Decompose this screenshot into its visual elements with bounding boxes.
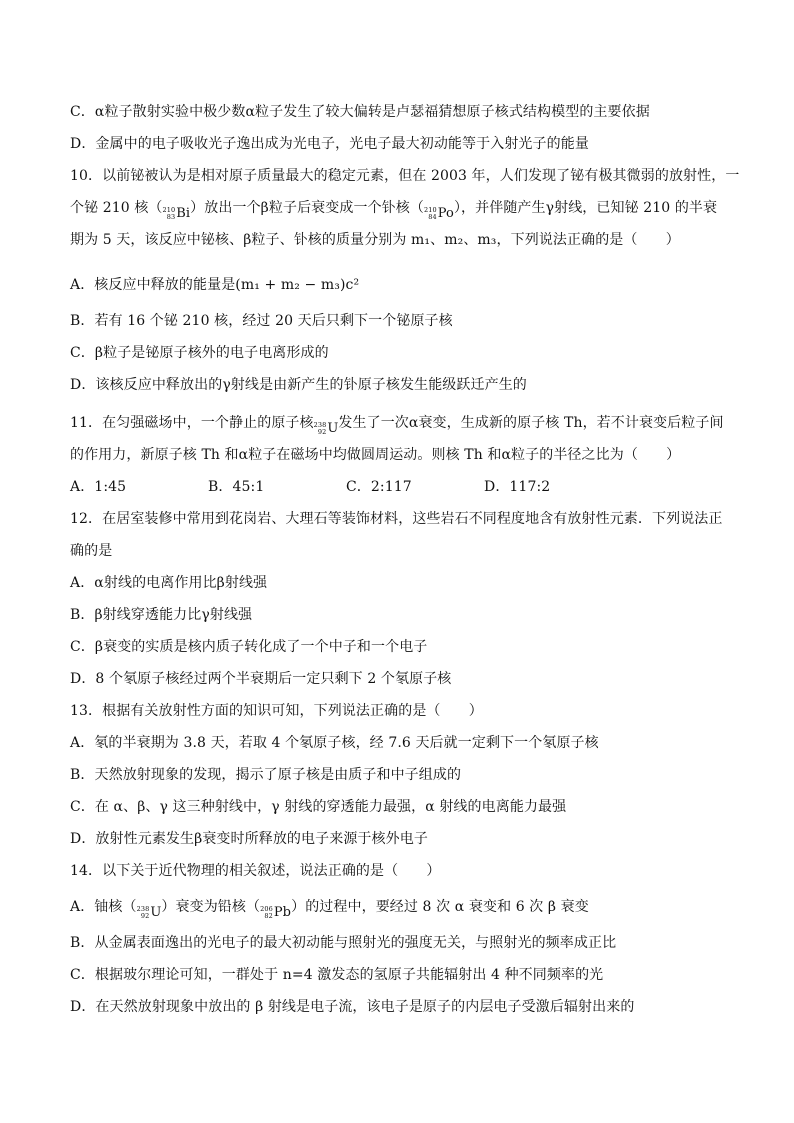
q10-option-b: B．若有 16 个铋 210 核，经过 20 天后只剩下一个铋原子核 xyxy=(70,313,453,329)
q13-option-a: A．氡的半衰期为 3.8 天，若取 4 个氡原子核，经 7.6 天后就一定剩下一个氡原子核 xyxy=(70,735,599,751)
text-segment: 11．在匀强磁场中，一个静止的原子核 xyxy=(70,415,314,431)
nuclide-atomic: 92 xyxy=(140,912,150,920)
q14-option-b: B．从金属表面逸出的光电子的最大初动能与照射光的强度无关，与照射光的频率成正比 xyxy=(70,935,617,951)
q10-option-c: C．β粒子是铋原子核外的电子电离形成的 xyxy=(70,345,329,361)
nuclide-symbol: Pb xyxy=(273,905,292,920)
q14-option-d: D．在天然放射现象中放出的 β 射线是电子流，该电子是原子的内层电子受激后辐射出来的 xyxy=(70,999,635,1015)
text-segment: 发生了一次α衰变，生成新的原子核 Th，若不计衰变后粒子间 xyxy=(338,415,724,431)
q12-stem-line2: 确的是 xyxy=(70,543,113,559)
q13-option-d: D．放射性元素发生β衰变时所释放的电子来源于核外电子 xyxy=(70,831,428,847)
q13-stem: 13．根据有关放射性方面的知识可知，下列说法正确的是（ ） xyxy=(70,703,483,719)
q10-option-a: A．核反应中释放的能量是(m₁ + m₂ − m₃)c² xyxy=(70,277,360,293)
q13-option-c: C．在 α、β、γ 这三种射线中，γ 射线的穿透能力最强，α 射线的电离能力最强 xyxy=(70,799,567,815)
nuclide-symbol: Bi xyxy=(176,206,191,221)
text-segment: 个铋 210 核（ xyxy=(70,200,163,216)
q14-stem: 14．以下关于近代物理的相关叙述，说法正确的是（ ） xyxy=(70,863,441,879)
q11-option-d: D．117:2 xyxy=(484,479,551,495)
q9-option-c: C．α粒子散射实验中极少数α粒子发生了较大偏转是卢瑟福猜想原子核式结构模型的主要依据 xyxy=(70,104,650,120)
nuclide-atomic: 82 xyxy=(264,912,273,920)
q11-stem-line2: 的作用力，新原子核 Th 和α粒子在磁场中均做圆周运动。则核 Th 和α粒子的半径之比为（ ） xyxy=(70,447,681,463)
q14-option-a xyxy=(70,897,735,923)
nuclide-mass: 210 xyxy=(162,206,176,214)
q11-stem-line1 xyxy=(70,413,735,439)
q11-options xyxy=(70,477,735,497)
q10-option-d: D．该核反应中释放出的γ射线是由新产生的钋原子核发生能级跃迁产生的 xyxy=(70,377,527,393)
q11-option-b: B．45:1 xyxy=(208,479,265,495)
text-segment: ），并伴随产生γ射线，已知铋 210 的半衰 xyxy=(453,200,718,216)
q12-option-a: A．α射线的电离作用比β射线强 xyxy=(70,575,268,591)
q12-stem-line1: 12．在居室装修中常用到花岗岩、大理石等装饰材料，这些岩石不同程度地含有放射性元素．下列说法正 xyxy=(70,511,723,527)
text-segment: A．铀核（ xyxy=(70,899,137,915)
q12-option-b: B．β射线穿透能力比γ射线强 xyxy=(70,607,253,623)
nuclide-atomic: 83 xyxy=(166,213,176,221)
text-segment: ）的过程中，要经过 8 次 α 衰变和 6 次 β 衰变 xyxy=(291,899,589,915)
q13-option-b: B．天然放射现象的发现，揭示了原子核是由质子和中子组成的 xyxy=(70,767,462,783)
q10-stem-line3: 期为 5 天，该反应中铋核、β粒子、钋核的质量分别为 m₁、m₂、m₃，下列说法正确的是（ ） xyxy=(70,232,680,248)
nuclide-bi xyxy=(163,204,191,224)
q10-stem-line2 xyxy=(70,198,735,224)
q9-option-d: D．金属中的电子吸收光子逸出成为光电子，光电子最大初动能等于入射光子的能量 xyxy=(70,136,589,152)
q11-option-a: A．1:45 xyxy=(70,479,127,495)
q12-option-d: D．8 个氡原子核经过两个半衰期后一定只剩下 2 个氡原子核 xyxy=(70,671,452,687)
nuclide-symbol: U xyxy=(327,421,339,436)
nuclide-u238 xyxy=(137,903,162,923)
nuclide-mass: 206 xyxy=(260,905,273,913)
nuclide-atomic: 92 xyxy=(317,428,327,436)
nuclide-mass: 238 xyxy=(313,421,327,429)
nuclide-po xyxy=(424,204,454,224)
nuclide-symbol: U xyxy=(150,905,162,920)
text-segment: ）衰变为铅核（ xyxy=(161,899,261,915)
nuclide-symbol: Po xyxy=(437,206,454,221)
nuclide-mass: 238 xyxy=(136,905,150,913)
q12-option-c: C．β衰变的实质是核内质子转化成了一个中子和一个电子 xyxy=(70,639,428,655)
q11-option-c: C．2:117 xyxy=(346,479,412,495)
q10-stem-line1: 10．以前铋被认为是相对原子质量最大的稳定元素，但在 2003 年，人们发现了铋有极其微弱的放射性，一 xyxy=(70,168,740,184)
nuclide-atomic: 84 xyxy=(428,213,437,221)
nuclide-mass: 210 xyxy=(423,206,437,214)
nuclide-u238 xyxy=(314,419,339,439)
text-segment: ）放出一个β粒子后衰变成一个钋核（ xyxy=(190,200,424,216)
nuclide-pb xyxy=(260,903,291,923)
q14-option-c: C．根据玻尔理论可知，一群处于 n=4 激发态的氢原子共能辐射出 4 种不同频率的光 xyxy=(70,967,604,983)
